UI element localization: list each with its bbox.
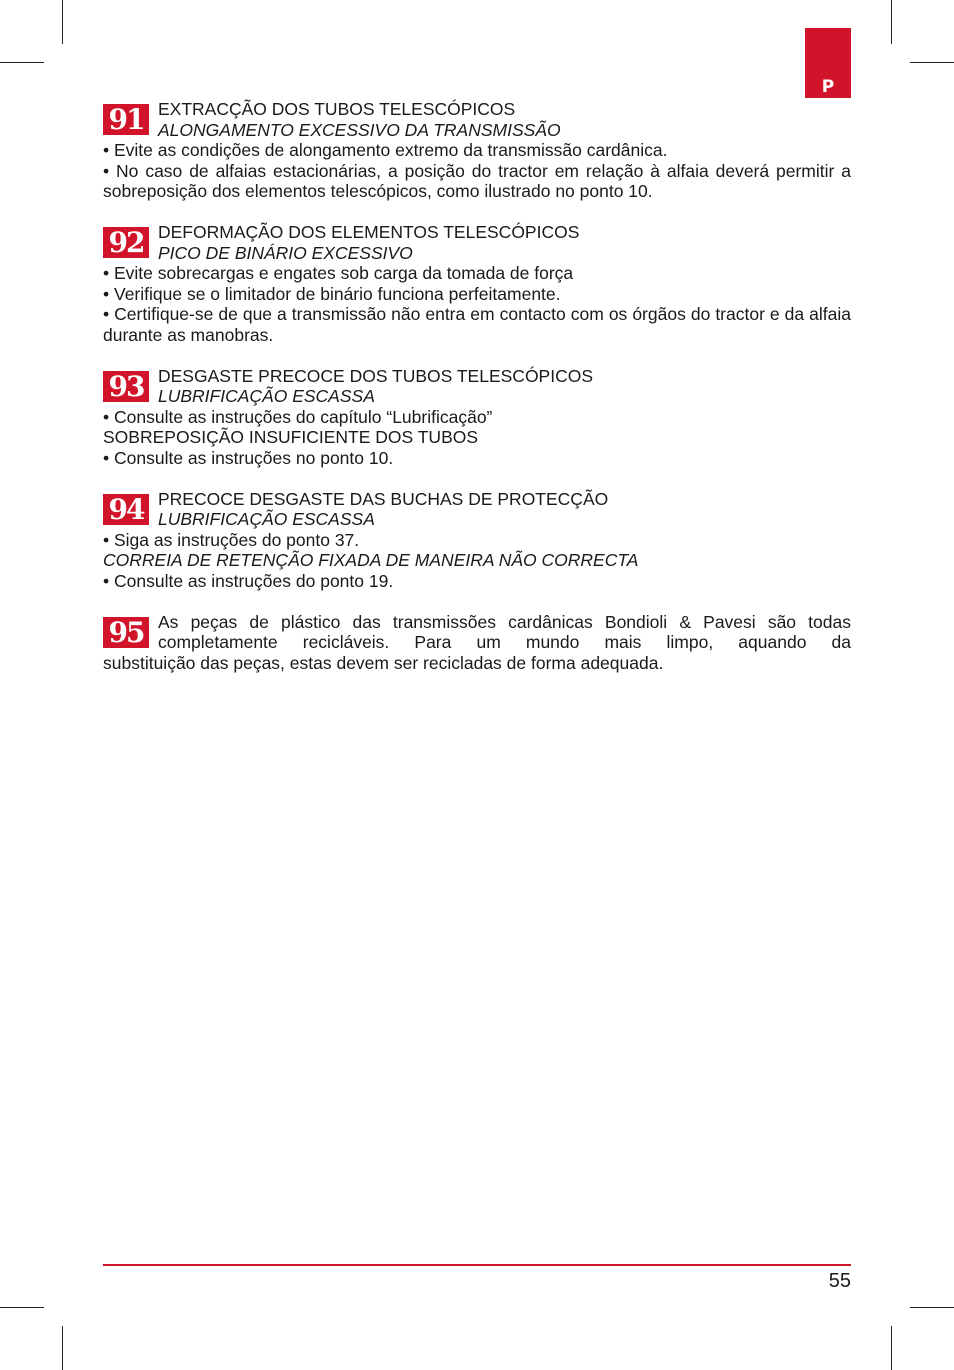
- section-title: DEFORMAÇÃO DOS ELEMENTOS TELESCÓPICOS: [158, 222, 580, 242]
- footer-rule: [103, 1264, 851, 1266]
- section-header: [103, 99, 851, 140]
- document-body: [103, 99, 851, 694]
- section-92: [103, 222, 851, 345]
- section-number-badge: 92: [103, 227, 149, 258]
- section-number-badge: 95: [103, 617, 149, 648]
- section-93: [103, 366, 851, 469]
- bullet-item: • Consulte as instruções no ponto 10.: [103, 447, 394, 468]
- bullet-item: • Evite as condições de alongamento extremo da transmissão cardânica.: [103, 140, 668, 160]
- crop-mark: [62, 1326, 63, 1370]
- section-94: [103, 489, 851, 592]
- section-number-badge: 93: [103, 371, 149, 402]
- bullet-item: • Consulte as instruções do capítulo “Lubrificação”: [103, 406, 493, 427]
- language-tab-label: P: [821, 77, 835, 97]
- bullet-item: • Siga as instruções do ponto 37.: [103, 529, 360, 550]
- section-header: [103, 612, 851, 653]
- section-title: DESGASTE PRECOCE DOS TUBOS TELESCÓPICOS: [158, 365, 594, 386]
- crop-mark: [0, 62, 44, 63]
- crop-mark: [0, 1307, 44, 1308]
- section-title: EXTRACÇÃO DOS TUBOS TELESCÓPICOS: [158, 99, 516, 119]
- section-subtitle: LUBRIFICAÇÃO ESCASSA: [158, 509, 375, 529]
- crop-mark: [891, 1326, 892, 1370]
- section-header: [103, 222, 851, 263]
- recycling-note-text: As peças de plástico das transmissões cardânicas Bondioli & Pavesi são todas completamente recicláveis. Para um mundo mais limpo, aquando da: [158, 611, 851, 652]
- bullet-item: • No caso de alfaias estacionárias, a posição do tractor em relação à alfaia deverá permitir a sobreposição dos elementos telescópicos, como ilustrado no ponto 10.: [103, 160, 851, 201]
- bullet-item: • Evite sobrecargas e engates sob carga da tomada de força: [103, 263, 574, 283]
- crop-mark: [891, 0, 892, 44]
- section-subtitle: LUBRIFICAÇÃO ESCASSA: [158, 386, 375, 406]
- section-95: [103, 612, 851, 674]
- crop-mark: [910, 1307, 954, 1308]
- bullet-item: • Consulte as instruções do ponto 19.: [103, 570, 394, 591]
- section-subheading: SOBREPOSIÇÃO INSUFICIENTE DOS TUBOS: [103, 427, 479, 447]
- section-number-badge: 94: [103, 494, 149, 525]
- bullet-item: • Verifique se o limitador de binário funciona perfeitamente.: [103, 283, 561, 304]
- crop-mark: [910, 62, 954, 63]
- section-91: [103, 99, 851, 202]
- section-subtitle: PICO DE BINÁRIO EXCESSIVO: [158, 242, 413, 263]
- section-header: [103, 366, 851, 407]
- bullet-item: • Certifique-se de que a transmissão não entra em contacto com os órgãos do tractor e da alfaia durante as manobras.: [103, 304, 851, 345]
- recycling-note-text: substituição das peças, estas devem ser recicladas de forma adequada.: [103, 652, 664, 673]
- section-title: PRECOCE DESGASTE DAS BUCHAS DE PROTECÇÃO: [158, 488, 609, 509]
- section-subheading: CORREIA DE RETENÇÃO FIXADA DE MANEIRA NÃO CORRECTA: [103, 550, 639, 570]
- section-number-badge: 91: [103, 104, 149, 135]
- section-subtitle: ALONGAMENTO EXCESSIVO DA TRANSMISSÃO: [158, 119, 561, 140]
- language-tab: [805, 28, 851, 98]
- page-number: 55: [828, 1270, 851, 1292]
- crop-mark: [62, 0, 63, 44]
- section-header: [103, 489, 851, 530]
